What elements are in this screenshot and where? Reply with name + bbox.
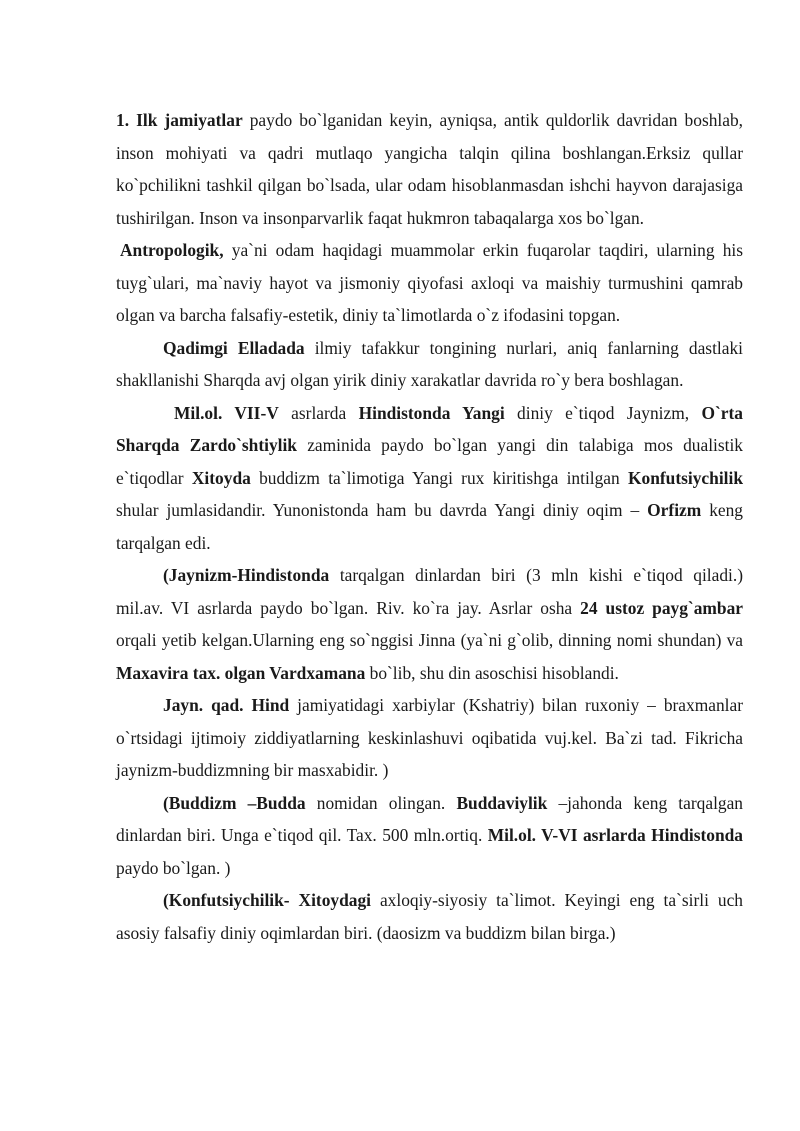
text-run: diniy e`tiqod Jaynizm, [504,402,702,423]
bold-text-run: Maxavira tax. olgan Vardxamana [116,662,366,683]
document-body [116,104,743,949]
paragraph [116,234,743,332]
bold-text-run: (Konfutsiychilik- Xitoydagi [163,890,372,910]
bold-text-run: Konfutsiychilik [627,467,743,488]
paragraph [116,559,743,689]
text-run: –jahonda keng tarqalgan dinlardan biri. Unga e`tiqod qil. Tax. 500 mln.ortiq. [116,792,744,845]
paragraph [116,104,743,234]
bold-text-run: Orfizm [647,500,702,520]
text-run: paydo bo`lgan. ) [116,857,231,878]
text-run: asrlarda [278,402,359,423]
bold-text-run: 24 ustoz payg`ambar [580,597,743,618]
bold-text-run: Mil.ol. VII-V [174,402,279,423]
bold-text-run: Qadimgi Elladada [163,337,305,358]
bold-text-run: 1. Ilk jamiyatlar [116,110,243,130]
bold-text-run: Xitoyda [191,467,251,488]
bold-text-run: O`rta Sharqda Zardo`shtiylik [116,402,743,455]
bold-text-run: (Buddizm –Budda [163,792,306,813]
text-run: orqali yetib kelgan.Ularning eng so`nggisi Jinna (ya`ni g`olib, dinning nomi shundan) va [116,630,743,650]
bold-text-run: Hindistonda Yangi [358,402,505,423]
bold-text-run: Buddaviylik [456,792,548,813]
paragraph [116,884,743,949]
paragraph [116,787,743,885]
text-run: ya`ni odam haqidagi muammolar erkin fuqarolar taqdiri, ularning his tuyg`ulari, ma`naviy hayot va jismoniy qiyofasi axloqi va maishiy turmushini qamrab olgan va barcha falsafiy-estetik, diniy ta`limotlarda o`z ifodasini topgan. [116,240,743,325]
text-run: bo`lib, shu din asoschisi hisoblandi. [365,662,619,683]
paragraph [116,397,743,560]
bold-text-run: Jayn. qad. Hind [163,695,290,715]
bold-text-run: Antropologik, [120,240,224,260]
text-run: buddizm ta`limotiga Yangi rux kiritishga intilgan [250,467,628,488]
text-run: keng tarqalgan edi. [116,500,744,553]
text-run: jamiyatidagi xarbiylar (Kshatriy) bilan ruxoniy – braxmanlar o`rtsidagi ijtimoiy ziddiyatlarning keskinlashuvi oqibatida vuj.kel. Ba`zi tad. Fikricha jaynizm-buddizmning bir masxabidir. ) [116,695,743,780]
bold-text-run: Mil.ol. V-VI asrlarda Hindistonda [487,825,743,845]
text-run: tarqalgan dinlardan biri (3 mln kishi e`tiqod qiladi.) mil.av. VI asrlarda paydo bo`lgan. Riv. ko`ra jay. Asrlar osha [116,565,743,618]
text-run: nomidan olingan. [305,792,457,813]
text-run: axloqiy-siyosiy ta`limot. Keyingi eng ta`sirli uch asosiy falsafiy diniy oqimlardan biri. (daosizm va buddizm bilan birga.) [116,890,744,943]
paragraph [116,689,743,787]
text-run: paydo bo`lganidan keyin, ayniqsa, antik quldorlik davridan boshlab, inson mohiyati va qadri mutlaqo yangicha talqin qilina boshlangan.Erksiz qullar ko`pchilikni tashkil qilgan bo`lsada, ular odam hisoblanmasdan ishchi hayvon darajasiga tushirilgan. Inson va insonparvarlik faqat hukmron tabaqalarga xos bo`lgan. [116,110,743,228]
text-run: zaminida paydo bo`lgan yangi din talabiga mos dualistik e`tiqodlar [116,435,743,488]
text-run: shular jumlasidandir. Yunonistonda ham bu davrda Yangi diniy oqim – [116,500,648,520]
text-run: ilmiy tafakkur tongining nurlari, aniq fanlarning dastlaki shakllanishi Sharqda avj olgan yirik diniy xarakatlar davrida ro`y bera boshlagan. [116,337,743,390]
paragraph [116,332,743,397]
bold-text-run: (Jaynizm-Hindistonda [163,565,330,585]
